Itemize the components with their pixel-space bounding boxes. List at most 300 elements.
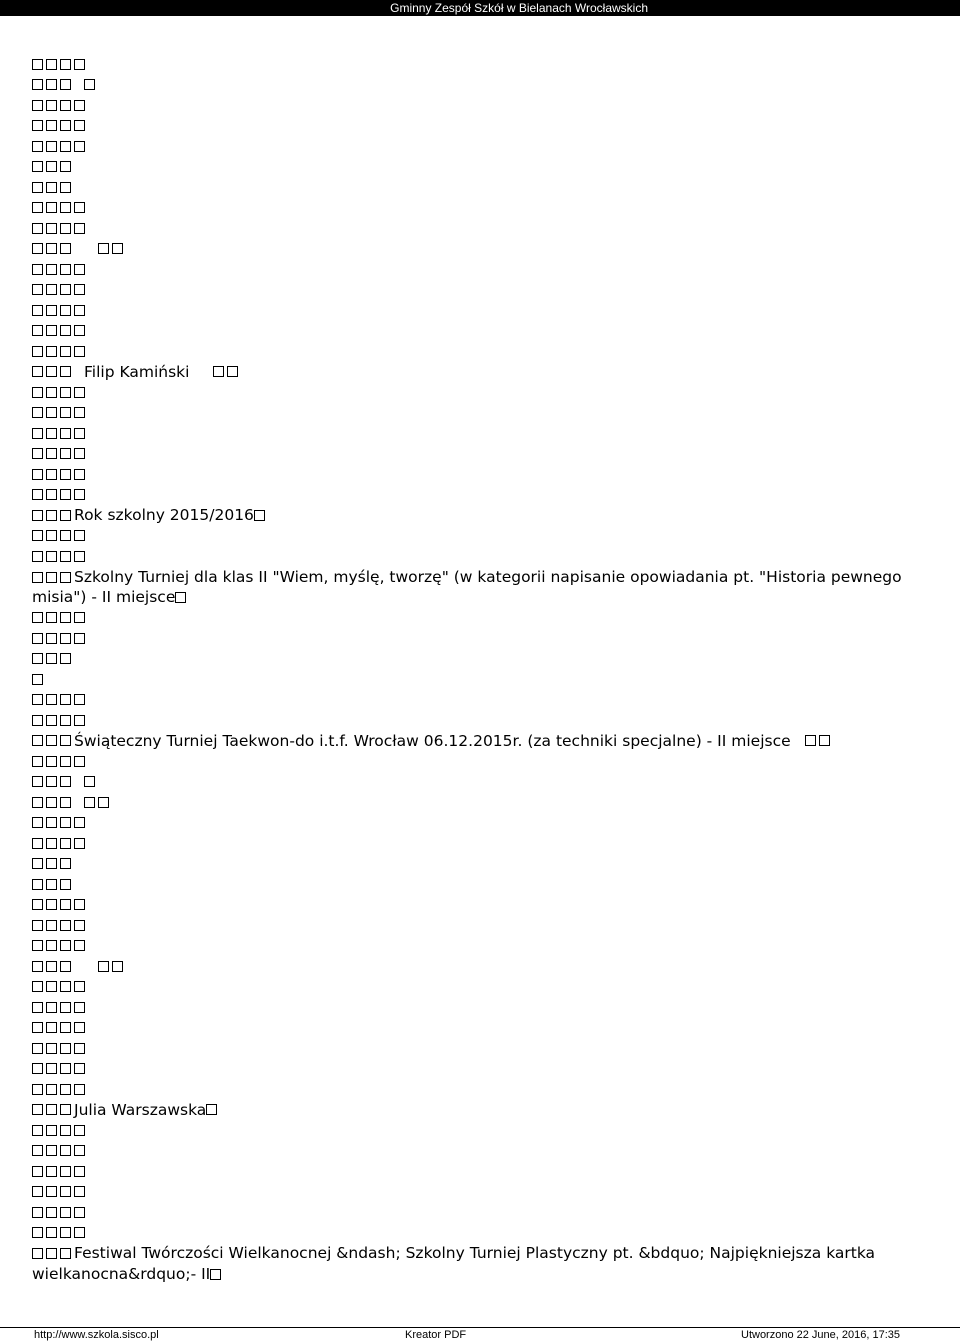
- missing-glyph-icon: [60, 100, 71, 111]
- missing-glyph-icon: [32, 325, 43, 336]
- missing-glyph-icon: [60, 920, 71, 931]
- placeholder-line: [32, 833, 932, 854]
- missing-glyph-icon: [74, 1166, 85, 1177]
- missing-glyph-icon: [60, 551, 71, 562]
- missing-glyph-icon: [32, 510, 43, 521]
- achievement-text: Świąteczny Turniej Taekwon-do i.t.f. Wrocław 06.12.2015r. (za techniki specjalne) - II miejsce: [74, 731, 791, 750]
- missing-glyph-icon: [46, 1043, 57, 1054]
- missing-glyph-icon: [60, 1043, 71, 1054]
- missing-glyph-icon: [46, 797, 57, 808]
- missing-glyph-icon: [60, 1022, 71, 1033]
- missing-glyph-icon: [46, 100, 57, 111]
- missing-glyph-icon: [74, 407, 85, 418]
- missing-glyph-icon: [46, 1002, 57, 1013]
- missing-glyph-icon: [98, 961, 109, 972]
- placeholder-line: [32, 772, 932, 793]
- missing-glyph-icon: [213, 366, 224, 377]
- missing-glyph-icon: [60, 182, 71, 193]
- missing-glyph-icon: [60, 981, 71, 992]
- missing-glyph-icon: [46, 1227, 57, 1238]
- missing-glyph-icon: [74, 838, 85, 849]
- missing-glyph-icon: [46, 120, 57, 131]
- missing-glyph-icon: [46, 530, 57, 541]
- missing-glyph-icon: [46, 264, 57, 275]
- missing-glyph-icon: [32, 264, 43, 275]
- placeholder-line: [32, 628, 932, 649]
- student-name-line: [32, 1100, 932, 1121]
- missing-glyph-icon: [32, 858, 43, 869]
- placeholder-line: [32, 1141, 932, 1162]
- page-footer: [0, 1327, 960, 1342]
- missing-glyph-icon: [175, 592, 186, 603]
- missing-glyph-icon: [32, 1227, 43, 1238]
- missing-glyph-icon: [74, 1186, 85, 1197]
- placeholder-line: [32, 546, 932, 567]
- missing-glyph-icon: [46, 1207, 57, 1218]
- missing-glyph-icon: [74, 120, 85, 131]
- missing-glyph-icon: [74, 940, 85, 951]
- missing-glyph-icon: [819, 735, 830, 746]
- achievement-text: Szkolny Turniej dla klas II "Wiem, myślę, tworzę" (w kategorii napisanie opowiadania pt. "Historia pewnego misia") - II miejsce: [32, 567, 902, 606]
- missing-glyph-icon: [32, 223, 43, 234]
- student-name-line: [32, 362, 932, 383]
- missing-glyph-icon: [32, 305, 43, 316]
- missing-glyph-icon: [46, 858, 57, 869]
- missing-glyph-icon: [32, 346, 43, 357]
- missing-glyph-icon: [74, 1002, 85, 1013]
- missing-glyph-icon: [74, 469, 85, 480]
- missing-glyph-icon: [84, 776, 95, 787]
- placeholder-line: [32, 341, 932, 362]
- missing-glyph-icon: [74, 756, 85, 767]
- placeholder-line: [32, 1079, 932, 1100]
- missing-glyph-icon: [74, 428, 85, 439]
- missing-glyph-icon: [74, 489, 85, 500]
- missing-glyph-icon: [60, 141, 71, 152]
- missing-glyph-icon: [227, 366, 238, 377]
- missing-glyph-icon: [32, 735, 43, 746]
- missing-glyph-icon: [32, 1002, 43, 1013]
- missing-glyph-icon: [74, 346, 85, 357]
- missing-glyph-icon: [32, 817, 43, 828]
- page-header: [0, 0, 960, 16]
- missing-glyph-icon: [32, 530, 43, 541]
- missing-glyph-icon: [60, 1084, 71, 1095]
- missing-glyph-icon: [32, 469, 43, 480]
- missing-glyph-icon: [32, 79, 43, 90]
- placeholder-line: [32, 239, 932, 260]
- placeholder-line: [32, 1059, 932, 1080]
- placeholder-line: [32, 915, 932, 936]
- placeholder-line: [32, 710, 932, 731]
- missing-glyph-icon: [60, 161, 71, 172]
- missing-glyph-icon: [46, 305, 57, 316]
- missing-glyph-icon: [60, 530, 71, 541]
- missing-glyph-icon: [60, 797, 71, 808]
- missing-glyph-icon: [32, 1104, 43, 1115]
- missing-glyph-icon: [60, 428, 71, 439]
- missing-glyph-icon: [254, 510, 265, 521]
- missing-glyph-icon: [60, 448, 71, 459]
- missing-glyph-icon: [46, 1248, 57, 1259]
- missing-glyph-icon: [32, 284, 43, 295]
- missing-glyph-icon: [32, 120, 43, 131]
- missing-glyph-icon: [84, 797, 95, 808]
- achievement-entry: [32, 1243, 932, 1284]
- missing-glyph-icon: [74, 715, 85, 726]
- missing-glyph-icon: [60, 572, 71, 583]
- missing-glyph-icon: [32, 1043, 43, 1054]
- placeholder-line: [32, 1120, 932, 1141]
- missing-glyph-icon: [46, 551, 57, 562]
- missing-glyph-icon: [60, 858, 71, 869]
- placeholder-line: [32, 464, 932, 485]
- missing-glyph-icon: [46, 961, 57, 972]
- missing-glyph-icon: [32, 612, 43, 623]
- missing-glyph-icon: [60, 715, 71, 726]
- school-name: Gminny Zespół Szkół w Bielanach Wrocławskich: [390, 1, 648, 15]
- placeholder-line: [32, 198, 932, 219]
- missing-glyph-icon: [46, 1022, 57, 1033]
- missing-glyph-icon: [60, 776, 71, 787]
- missing-glyph-icon: [46, 428, 57, 439]
- placeholder-line: [32, 792, 932, 813]
- footer-created-date: Utworzono 22 June, 2016, 17:35: [741, 1329, 901, 1341]
- missing-glyph-icon: [74, 1084, 85, 1095]
- missing-glyph-icon: [46, 940, 57, 951]
- missing-glyph-icon: [60, 612, 71, 623]
- missing-glyph-icon: [46, 202, 57, 213]
- missing-glyph-icon: [46, 407, 57, 418]
- missing-glyph-icon: [74, 305, 85, 316]
- placeholder-line: [32, 1018, 932, 1039]
- missing-glyph-icon: [60, 489, 71, 500]
- missing-glyph-icon: [46, 243, 57, 254]
- achievement-entry: [32, 731, 932, 752]
- missing-glyph-icon: [60, 346, 71, 357]
- missing-glyph-icon: [32, 961, 43, 972]
- missing-glyph-icon: [32, 653, 43, 664]
- missing-glyph-icon: [32, 940, 43, 951]
- missing-glyph-icon: [98, 243, 109, 254]
- missing-glyph-icon: [206, 1104, 217, 1115]
- missing-glyph-icon: [60, 879, 71, 890]
- missing-glyph-icon: [74, 633, 85, 644]
- placeholder-line: [32, 218, 932, 239]
- missing-glyph-icon: [74, 1207, 85, 1218]
- missing-glyph-icon: [32, 448, 43, 459]
- missing-glyph-icon: [74, 448, 85, 459]
- missing-glyph-icon: [60, 243, 71, 254]
- missing-glyph-icon: [32, 838, 43, 849]
- placeholder-line: [32, 136, 932, 157]
- missing-glyph-icon: [32, 981, 43, 992]
- missing-glyph-icon: [32, 715, 43, 726]
- missing-glyph-icon: [32, 243, 43, 254]
- school-year-line: [32, 505, 932, 526]
- document-body: [32, 54, 932, 1284]
- missing-glyph-icon: [32, 633, 43, 644]
- placeholder-line: [32, 95, 932, 116]
- missing-glyph-icon: [112, 961, 123, 972]
- missing-glyph-icon: [60, 202, 71, 213]
- missing-glyph-icon: [46, 387, 57, 398]
- missing-glyph-icon: [32, 1063, 43, 1074]
- missing-glyph-icon: [74, 141, 85, 152]
- missing-glyph-icon: [60, 1063, 71, 1074]
- missing-glyph-icon: [32, 756, 43, 767]
- missing-glyph-icon: [46, 1084, 57, 1095]
- missing-glyph-icon: [46, 1125, 57, 1136]
- placeholder-line: [32, 75, 932, 96]
- missing-glyph-icon: [60, 1104, 71, 1115]
- missing-glyph-icon: [46, 735, 57, 746]
- missing-glyph-icon: [60, 653, 71, 664]
- missing-glyph-icon: [32, 551, 43, 562]
- placeholder-line: [32, 1161, 932, 1182]
- missing-glyph-icon: [60, 469, 71, 480]
- missing-glyph-icon: [46, 653, 57, 664]
- missing-glyph-icon: [32, 100, 43, 111]
- missing-glyph-icon: [46, 1104, 57, 1115]
- missing-glyph-icon: [46, 633, 57, 644]
- missing-glyph-icon: [46, 817, 57, 828]
- missing-glyph-icon: [74, 920, 85, 931]
- missing-glyph-icon: [60, 1227, 71, 1238]
- missing-glyph-icon: [60, 899, 71, 910]
- missing-glyph-icon: [32, 1022, 43, 1033]
- missing-glyph-icon: [60, 59, 71, 70]
- missing-glyph-icon: [98, 797, 109, 808]
- missing-glyph-icon: [46, 715, 57, 726]
- placeholder-line: [32, 977, 932, 998]
- achievement-entry: [32, 567, 932, 608]
- missing-glyph-icon: [32, 141, 43, 152]
- missing-glyph-icon: [46, 612, 57, 623]
- missing-glyph-icon: [46, 59, 57, 70]
- student-name: Julia Warszawska: [74, 1100, 207, 1119]
- missing-glyph-icon: [32, 59, 43, 70]
- missing-glyph-icon: [32, 1125, 43, 1136]
- missing-glyph-icon: [60, 961, 71, 972]
- missing-glyph-icon: [60, 1166, 71, 1177]
- placeholder-line: [32, 177, 932, 198]
- missing-glyph-icon: [60, 817, 71, 828]
- placeholder-line: [32, 321, 932, 342]
- missing-glyph-icon: [46, 284, 57, 295]
- missing-glyph-icon: [60, 1125, 71, 1136]
- missing-glyph-icon: [60, 284, 71, 295]
- missing-glyph-icon: [46, 1145, 57, 1156]
- missing-glyph-icon: [74, 612, 85, 623]
- placeholder-line: [32, 813, 932, 834]
- school-year: Rok szkolny 2015/2016: [74, 506, 254, 524]
- missing-glyph-icon: [46, 79, 57, 90]
- missing-glyph-icon: [32, 797, 43, 808]
- missing-glyph-icon: [74, 1043, 85, 1054]
- missing-glyph-icon: [60, 838, 71, 849]
- missing-glyph-icon: [74, 1063, 85, 1074]
- missing-glyph-icon: [74, 264, 85, 275]
- missing-glyph-icon: [32, 161, 43, 172]
- missing-glyph-icon: [32, 182, 43, 193]
- missing-glyph-icon: [60, 120, 71, 131]
- missing-glyph-icon: [60, 325, 71, 336]
- placeholder-line: [32, 1182, 932, 1203]
- missing-glyph-icon: [74, 223, 85, 234]
- missing-glyph-icon: [84, 79, 95, 90]
- missing-glyph-icon: [60, 407, 71, 418]
- placeholder-line: [32, 997, 932, 1018]
- missing-glyph-icon: [60, 223, 71, 234]
- missing-glyph-icon: [32, 1248, 43, 1259]
- missing-glyph-icon: [46, 141, 57, 152]
- placeholder-line: [32, 608, 932, 629]
- missing-glyph-icon: [74, 1125, 85, 1136]
- placeholder-line: [32, 1223, 932, 1244]
- missing-glyph-icon: [32, 1186, 43, 1197]
- placeholder-line: [32, 300, 932, 321]
- missing-glyph-icon: [112, 243, 123, 254]
- missing-glyph-icon: [60, 79, 71, 90]
- missing-glyph-icon: [32, 572, 43, 583]
- missing-glyph-icon: [60, 1145, 71, 1156]
- placeholder-line: [32, 403, 932, 424]
- missing-glyph-icon: [32, 776, 43, 787]
- missing-glyph-icon: [32, 366, 43, 377]
- missing-glyph-icon: [46, 346, 57, 357]
- missing-glyph-icon: [46, 469, 57, 480]
- missing-glyph-icon: [60, 510, 71, 521]
- placeholder-line: [32, 956, 932, 977]
- missing-glyph-icon: [74, 981, 85, 992]
- missing-glyph-icon: [60, 1186, 71, 1197]
- placeholder-line: [32, 1202, 932, 1223]
- missing-glyph-icon: [74, 530, 85, 541]
- missing-glyph-icon: [32, 899, 43, 910]
- missing-glyph-icon: [60, 694, 71, 705]
- student-name: Filip Kamiński: [84, 362, 190, 381]
- placeholder-line: [32, 259, 932, 280]
- missing-glyph-icon: [32, 1084, 43, 1095]
- missing-glyph-icon: [46, 325, 57, 336]
- missing-glyph-icon: [60, 1248, 71, 1259]
- missing-glyph-icon: [46, 1166, 57, 1177]
- missing-glyph-icon: [74, 694, 85, 705]
- missing-glyph-icon: [46, 1186, 57, 1197]
- missing-glyph-icon: [60, 940, 71, 951]
- missing-glyph-icon: [46, 182, 57, 193]
- placeholder-line: [32, 895, 932, 916]
- missing-glyph-icon: [60, 756, 71, 767]
- missing-glyph-icon: [60, 735, 71, 746]
- placeholder-line: [32, 649, 932, 670]
- missing-glyph-icon: [60, 387, 71, 398]
- placeholder-line: [32, 751, 932, 772]
- placeholder-line: [32, 690, 932, 711]
- placeholder-line: [32, 444, 932, 465]
- placeholder-line: [32, 854, 932, 875]
- missing-glyph-icon: [46, 899, 57, 910]
- missing-glyph-icon: [74, 59, 85, 70]
- missing-glyph-icon: [46, 510, 57, 521]
- missing-glyph-icon: [46, 1063, 57, 1074]
- missing-glyph-icon: [74, 1227, 85, 1238]
- missing-glyph-icon: [46, 489, 57, 500]
- missing-glyph-icon: [60, 1207, 71, 1218]
- missing-glyph-icon: [32, 1207, 43, 1218]
- missing-glyph-icon: [32, 1145, 43, 1156]
- missing-glyph-icon: [60, 1002, 71, 1013]
- missing-glyph-icon: [74, 817, 85, 828]
- missing-glyph-icon: [32, 202, 43, 213]
- placeholder-line: [32, 382, 932, 403]
- missing-glyph-icon: [46, 448, 57, 459]
- missing-glyph-icon: [32, 879, 43, 890]
- placeholder-line: [32, 1038, 932, 1059]
- missing-glyph-icon: [32, 407, 43, 418]
- missing-glyph-icon: [60, 633, 71, 644]
- missing-glyph-icon: [74, 551, 85, 562]
- missing-glyph-icon: [46, 694, 57, 705]
- missing-glyph-icon: [74, 899, 85, 910]
- placeholder-line: [32, 485, 932, 506]
- missing-glyph-icon: [60, 305, 71, 316]
- missing-glyph-icon: [32, 920, 43, 931]
- missing-glyph-icon: [32, 387, 43, 398]
- placeholder-line: [32, 116, 932, 137]
- missing-glyph-icon: [74, 1145, 85, 1156]
- missing-glyph-icon: [46, 879, 57, 890]
- missing-glyph-icon: [46, 776, 57, 787]
- missing-glyph-icon: [74, 202, 85, 213]
- footer-creator: Kreator PDF: [405, 1329, 467, 1341]
- missing-glyph-icon: [60, 366, 71, 377]
- missing-glyph-icon: [46, 838, 57, 849]
- missing-glyph-icon: [46, 756, 57, 767]
- missing-glyph-icon: [74, 284, 85, 295]
- footer-url: http://www.szkola.sisco.pl: [34, 1329, 159, 1341]
- missing-glyph-icon: [46, 981, 57, 992]
- placeholder-line: [32, 280, 932, 301]
- placeholder-line: [32, 423, 932, 444]
- placeholder-line: [32, 936, 932, 957]
- missing-glyph-icon: [60, 264, 71, 275]
- placeholder-line: [32, 669, 932, 690]
- achievement-text: Festiwal Twórczości Wielkanocnej &ndash; Szkolny Turniej Plastyczny pt. &bdquo; Najpiękniejsza kartka wielkanocna&rdquo;- II: [32, 1244, 876, 1283]
- missing-glyph-icon: [46, 366, 57, 377]
- placeholder-line: [32, 526, 932, 547]
- missing-glyph-icon: [46, 223, 57, 234]
- missing-glyph-icon: [74, 1022, 85, 1033]
- missing-glyph-icon: [74, 325, 85, 336]
- missing-glyph-icon: [805, 735, 816, 746]
- missing-glyph-icon: [210, 1269, 221, 1280]
- missing-glyph-icon: [32, 489, 43, 500]
- placeholder-line: [32, 54, 932, 75]
- placeholder-line: [32, 157, 932, 178]
- missing-glyph-icon: [74, 100, 85, 111]
- missing-glyph-icon: [74, 387, 85, 398]
- missing-glyph-icon: [32, 674, 43, 685]
- missing-glyph-icon: [32, 1166, 43, 1177]
- missing-glyph-icon: [46, 161, 57, 172]
- missing-glyph-icon: [46, 920, 57, 931]
- missing-glyph-icon: [46, 572, 57, 583]
- missing-glyph-icon: [32, 428, 43, 439]
- missing-glyph-icon: [32, 694, 43, 705]
- placeholder-line: [32, 874, 932, 895]
